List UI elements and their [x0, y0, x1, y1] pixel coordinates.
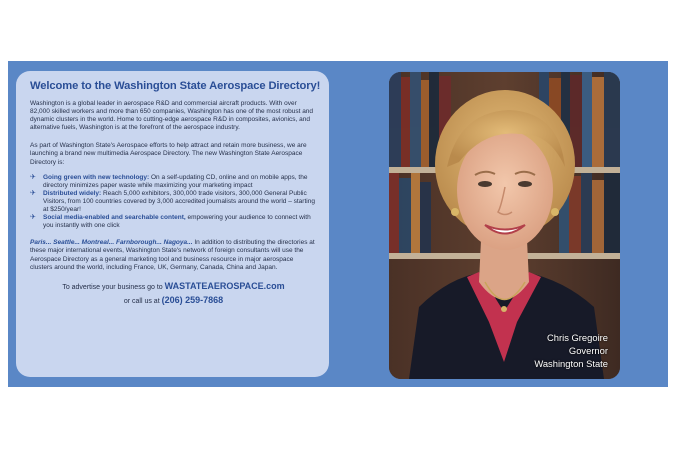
airplane-icon: ✈ [30, 173, 36, 181]
bullet-text: On a self-updating CD, online and on mobile apps, the directory minimizes paper waste while maximizing your marketing impact [43, 173, 308, 189]
events-text: In addition to distributing the directories at these major international events, Washington State's network of foreign consultants will use the Aerospace Directory as a general marketing tool and business resource in major aerospace clusters around the world, including France, UK, Germany, Canada, China and Japan. [30, 239, 315, 271]
phone-number[interactable]: (206) 259-7868 [161, 294, 224, 305]
directory-paragraph: As part of Washington State's Aerospace efforts to help attract and retain more business, we are launching a brand new multimedia Aerospace Directory. The new Washington State Aerospace Directory is: [30, 142, 307, 166]
list-item [30, 214, 317, 230]
bullet-text: empowering your audience to connect with you instantly with one click [43, 214, 311, 230]
website-link[interactable]: WASTATEAEROSPACE.com [164, 280, 285, 291]
bullet-lead: Going green with new technology: [43, 173, 150, 181]
photo-caption [534, 331, 608, 370]
info-card [16, 71, 329, 377]
cta-call: or call us at [123, 297, 162, 305]
bullet-lead: Social media-enabled and searchable content, [43, 214, 186, 222]
caption-role: Governor [568, 345, 608, 356]
bullet-lead: Distributed widely: [43, 189, 102, 197]
caption-state: Washington State [534, 358, 608, 369]
intro-paragraph: Washington is a global leader in aerospace R&D and commercial aircraft products. With over 82,000 skilled workers and more than 650 companies, Washington has one of the most robust and dynamic clusters in the world. Home to cutting-edge aerospace R&D in composites, avionics, and alternative fuels, Washington is at the forefront of the aerospace industry. [30, 100, 314, 132]
airplane-icon: ✈ [30, 189, 36, 197]
caption-name: Chris Gregoire [547, 332, 608, 343]
call-to-action [30, 280, 317, 308]
list-item [30, 174, 317, 190]
airplane-icon: ✈ [30, 214, 36, 222]
cta-prefix: To advertise your business go to [62, 283, 165, 291]
card-title: Welcome to the Washington State Aerospace Directory! [30, 80, 321, 92]
list-item [30, 190, 317, 214]
city-list: Paris... Seattle... Montreal... Farnborough... Nagoya... [30, 239, 193, 247]
feature-list [30, 174, 317, 231]
bullet-text: Reach 5,000 exhibitors, 300,000 trade visitors, 300,000 General Public Visitors, from 100 countries covered by 3,000 accredited journalists around the world – starting at $250/year! [43, 189, 315, 214]
events-paragraph [30, 239, 317, 271]
governor-photo [389, 72, 620, 379]
